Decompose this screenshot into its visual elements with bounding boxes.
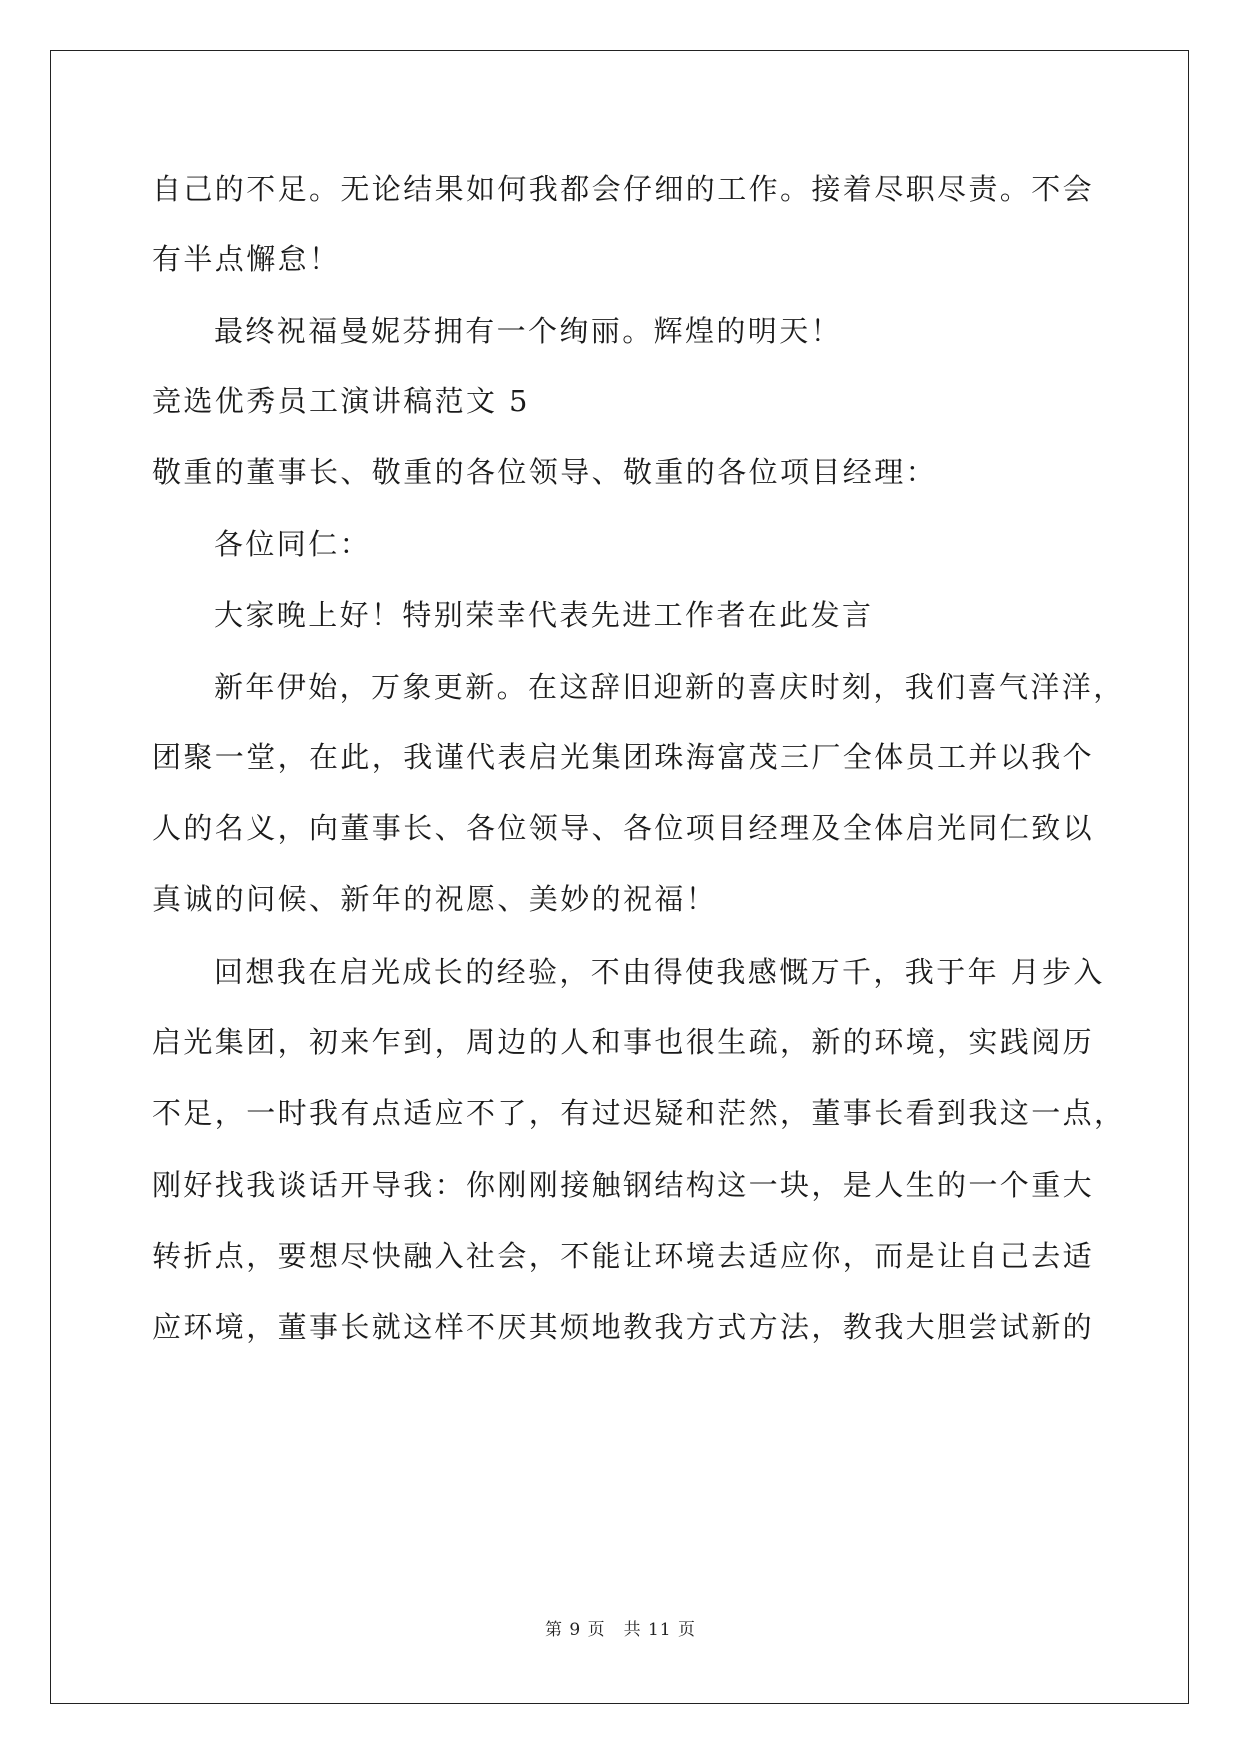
paragraph-1-line-1: 新年伊始，万象更新。在这辞旧迎新的喜庆时刻，我们喜气洋洋，: [214, 670, 1125, 704]
section-heading: 竞选优秀员工演讲稿范文 5: [152, 384, 530, 418]
paragraph-2-line-2: 启光集团，初来乍到，周边的人和事也很生疏，新的环境，实践阅历: [152, 1025, 1095, 1059]
paragraph-2-line-5: 转折点，要想尽快融入社会，不能让环境去适应你，而是让自己去适: [152, 1239, 1095, 1273]
paragraph-2-line-3: 不足，一时我有点适应不了，有过迟疑和茫然，董事长看到我这一点，: [152, 1096, 1126, 1130]
page-number: 第 9 页: [544, 1620, 606, 1640]
paragraph-2-line-1: 回想我在启光成长的经验，不由得使我感慨万千，我于年 月步入: [214, 955, 1105, 989]
body-line-1: 自己的不足。无论结果如何我都会仔细的工作。接着尽职尽责。不会: [152, 172, 1095, 206]
page-total: 共 11 页: [623, 1620, 697, 1640]
paragraph-1-line-3: 人的名义，向董事长、各位领导、各位项目经理及全体启光同仁致以: [152, 811, 1095, 845]
body-line-2: 有半点懈怠！: [152, 242, 341, 276]
paragraph-2-line-6: 应环境，董事长就这样不厌其烦地教我方式方法，教我大胆尝试新的: [152, 1310, 1095, 1344]
paragraph-1-line-4: 真诚的问候、新年的祝愿、美妙的祝福！: [152, 882, 718, 916]
paragraph-2-line-4: 刚好找我谈话开导我：你刚刚接触钢结构这一块，是人生的一个重大: [152, 1168, 1095, 1202]
page-footer: [0, 1618, 1241, 1642]
closing-paragraph: 最终祝福曼妮芬拥有一个绚丽。辉煌的明天！: [214, 314, 843, 348]
greeting-line: 大家晚上好！特别荣幸代表先进工作者在此发言: [214, 598, 874, 632]
salutation-colleagues: 各位同仁：: [214, 527, 372, 561]
paragraph-1-line-2: 团聚一堂，在此，我谨代表启光集团珠海富茂三厂全体员工并以我个: [152, 740, 1095, 774]
salutation: 敬重的董事长、敬重的各位领导、敬重的各位项目经理：: [152, 455, 938, 489]
